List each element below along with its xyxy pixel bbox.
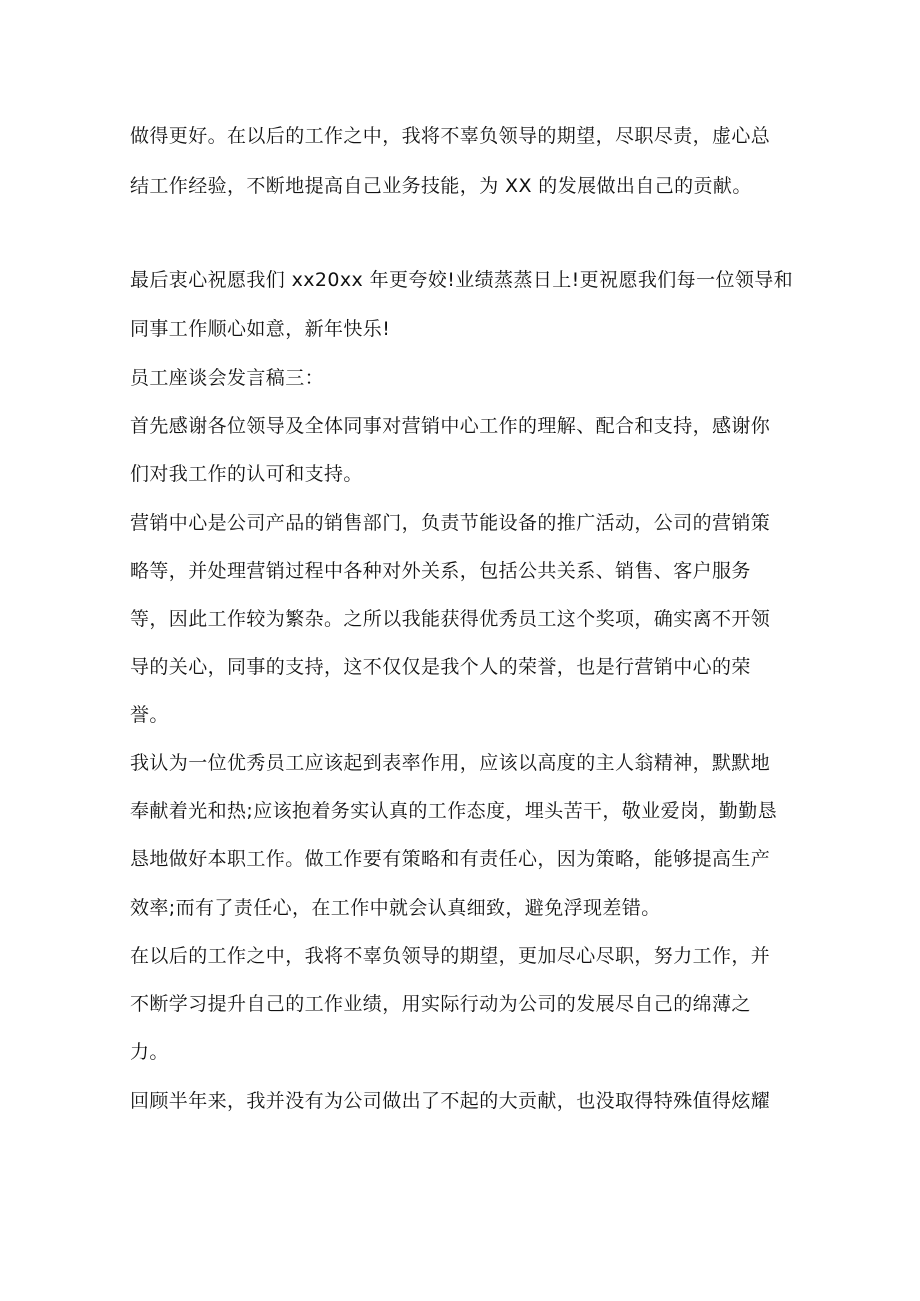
text-line: 效率;而有了责任心，在工作中就会认真细致，避免浮现差错。 (130, 897, 661, 919)
text-line: 恳地做好本职工作。做工作要有策略和有责任心，因为策略，能够提高生产 (130, 848, 771, 870)
section-heading: 员工座谈会发言稿三： (130, 367, 325, 389)
text-line: 回顾半年来，我并没有为公司做出了不起的大贡献，也没取得特殊值得炫耀 (130, 1090, 771, 1112)
text-line: 结工作经验，不断地提高自己业务技能，为 XX 的发展做出自己的贡献。 (130, 175, 752, 197)
text-line: 在以后的工作之中，我将不辜负领导的期望，更加尽心尽职，努力工作，并 (130, 945, 771, 967)
text-line: 营销中心是公司产品的销售部门，负责节能设备的推广活动，公司的营销策 (130, 512, 771, 534)
text-line: 力。 (130, 1041, 169, 1063)
text-line: 等，因此工作较为繁杂。之所以我能获得优秀员工这个奖项，确实离不开领 (130, 608, 771, 630)
text-line: 誉。 (130, 704, 169, 726)
text-line: 略等，并处理营销过程中各种对外关系，包括公共关系、销售、客户服务 (130, 560, 751, 582)
text-line: 我认为一位优秀员工应该起到表率作用，应该以高度的主人翁精神，默默地 (130, 752, 771, 774)
text-line: 同事工作顺心如意，新年快乐! (130, 318, 391, 340)
text-line: 们对我工作的认可和支持。 (130, 463, 363, 485)
text-line: 首先感谢各位领导及全体同事对营销中心工作的理解、配合和支持，感谢你 (130, 415, 771, 437)
text-line: 做得更好。在以后的工作之中，我将不辜负领导的期望，尽职尽责，虚心总 (130, 125, 771, 147)
text-line: 导的关心，同事的支持，这不仅仅是我个人的荣誉，也是行营销中心的荣 (130, 656, 751, 678)
text-line: 奉献着光和热;应该抱着务实认真的工作态度，埋头苦干，敬业爱岗，勤勤恳 (130, 800, 778, 822)
text-line: 不断学习提升自己的工作业绩，用实际行动为公司的发展尽自己的绵薄之 (130, 993, 751, 1015)
text-line: 最后衷心祝愿我们 xx20xx 年更夸姣!业绩蒸蒸日上!更祝愿我们每一位领导和 (130, 269, 794, 291)
